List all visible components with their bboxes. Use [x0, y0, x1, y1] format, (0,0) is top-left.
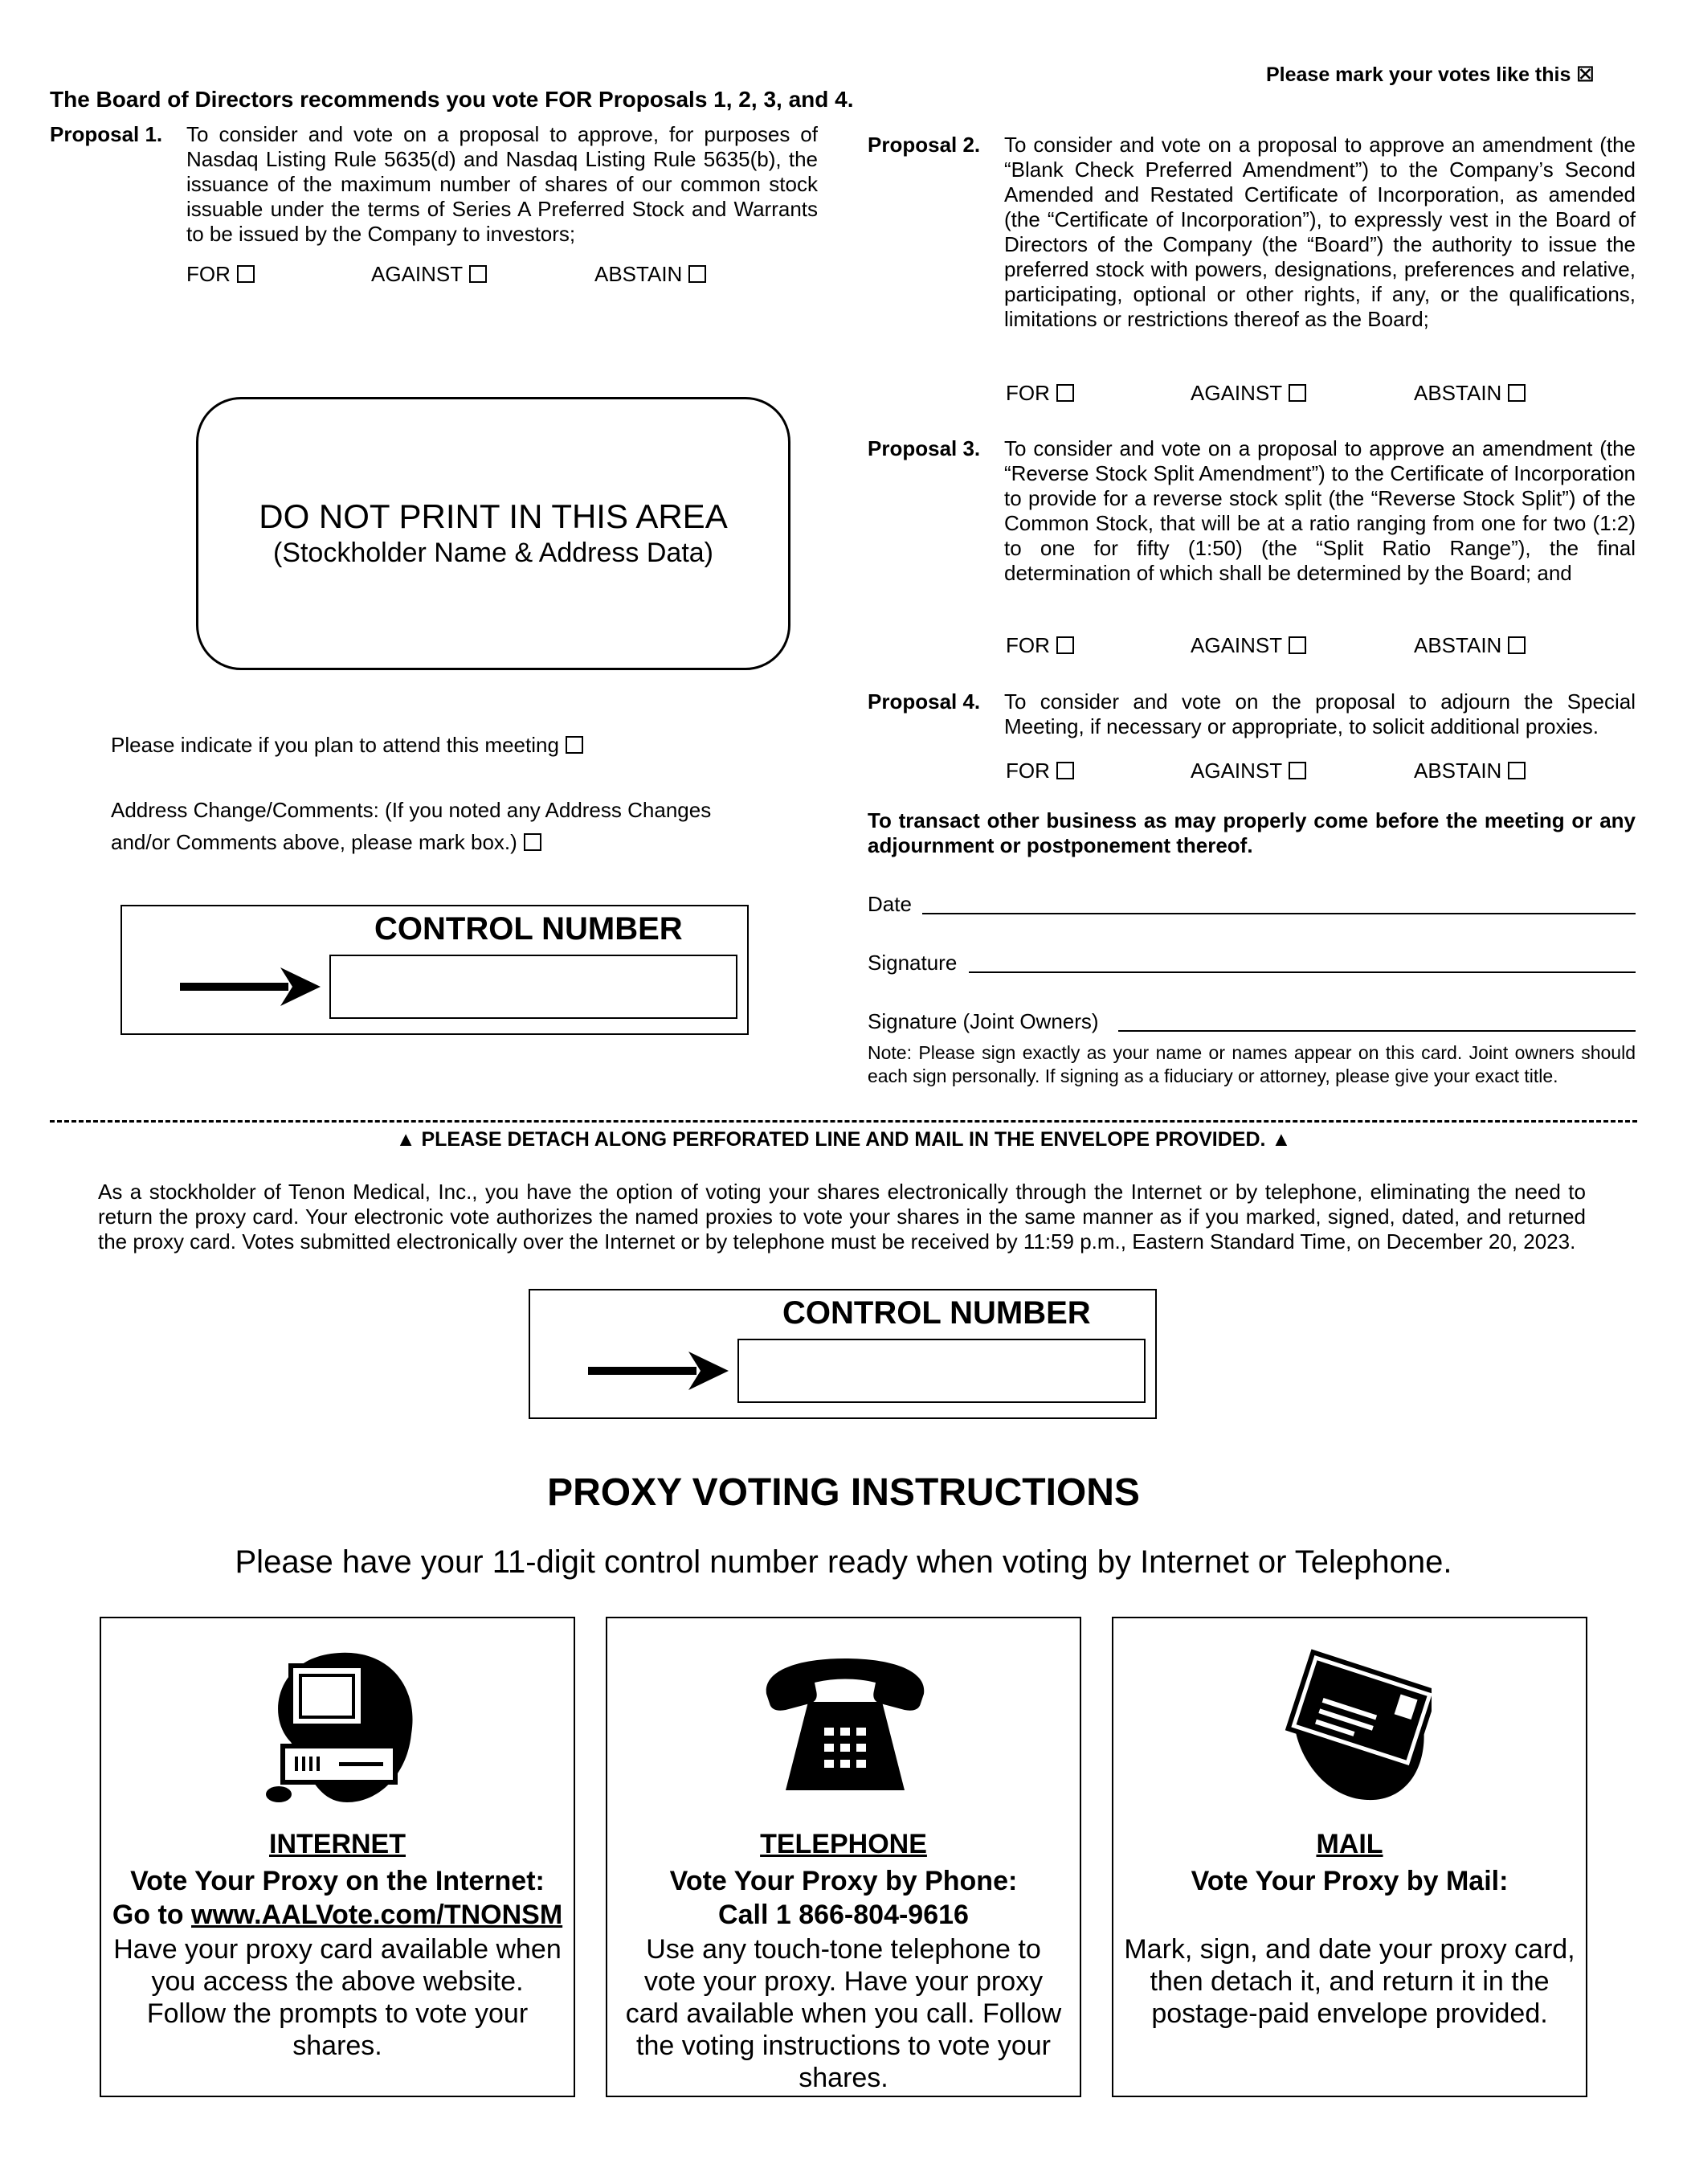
- address-change-label: Address Change/Comments: (If you noted any Address Changes and/or Comments above, please mark box.): [111, 798, 712, 854]
- telephone-description: Use any touch-tone telephone to vote your proxy. Have your proxy card available when you call. Follow the voting instructions to vote your shares.: [625, 1934, 1062, 2093]
- proposal-1-abstain-checkbox[interactable]: [688, 265, 706, 283]
- proposal-2-abstain-label: ABSTAIN: [1414, 381, 1502, 405]
- triangle-up-icon: ▲: [1271, 1128, 1292, 1151]
- attend-meeting-checkbox[interactable]: [566, 736, 583, 754]
- joint-signature-label: Signature (Joint Owners): [868, 1009, 1099, 1033]
- perforated-line: [50, 1120, 1637, 1123]
- computer-icon: [259, 1646, 419, 1806]
- internet-method-box: [100, 1617, 575, 2097]
- proposal-1-for-checkbox[interactable]: [237, 265, 255, 283]
- date-label: Date: [868, 892, 912, 916]
- proposal-2-abstain-checkbox[interactable]: [1508, 384, 1526, 402]
- internet-description: Have your proxy card available when you access the above website. Follow the prompts to vote your shares.: [113, 1934, 562, 2061]
- proposal-3-abstain-checkbox[interactable]: [1508, 636, 1526, 654]
- proposal-2-against-label: AGAINST: [1191, 381, 1283, 405]
- control-number-box-top: [120, 905, 749, 1035]
- detach-instruction: [0, 1128, 1687, 1151]
- attend-meeting-label: Please indicate if you plan to attend this meeting: [111, 733, 559, 757]
- detach-text: PLEASE DETACH ALONG PERFORATED LINE AND MAIL IN THE ENVELOPE PROVIDED.: [421, 1128, 1266, 1151]
- telephone-subtitle: [607, 1864, 1080, 1932]
- internet-sub1: Vote Your Proxy on the Internet:: [130, 1866, 545, 1896]
- do-not-print-subtitle: (Stockholder Name & Address Data): [272, 538, 714, 568]
- control-number-field-bottom: [737, 1339, 1146, 1403]
- internet-url-link[interactable]: www.AALVote.com/TNONSM: [191, 1900, 563, 1930]
- proposal-3-label: Proposal 3.: [868, 436, 981, 460]
- control-number-field-top: [329, 955, 737, 1019]
- telephone-number: Call 1 866-804-9616: [718, 1900, 969, 1930]
- attend-meeting: [111, 733, 583, 758]
- address-change-checkbox[interactable]: [524, 833, 541, 851]
- proposal-1-label: Proposal 1.: [50, 122, 163, 146]
- proposal-1-against-label: AGAINST: [371, 262, 464, 286]
- proposal-2-text: To consider and vote on a proposal to approve an amendment (the “Blank Check Preferred Amendment”) to the Company’s Second Amended and Restated Certificate of Incorporation, as amended (the “Certificate of Incorporation”), to expressly vest in the Board of Directors of the Company (the “Board”) the authority to issue the preferred stock with powers, designations, preferences and relative, participating, optional or other rights, if any, or the qualifications, limitations or restrictions thereof as the Board;: [1004, 133, 1636, 331]
- proposal-2-for-checkbox[interactable]: [1056, 384, 1074, 402]
- telephone-title: TELEPHONE: [760, 1829, 927, 1859]
- arrow-right-icon: [180, 964, 325, 1009]
- mail-sub1: Vote Your Proxy by Mail:: [1191, 1866, 1509, 1896]
- mail-title: MAIL: [1316, 1829, 1383, 1859]
- board-recommendation: The Board of Directors recommends you vote FOR Proposals 1, 2, 3, and 4.: [50, 87, 854, 112]
- proposal-2-for-label: FOR: [1006, 381, 1050, 405]
- mail-envelope-icon: [1271, 1646, 1432, 1806]
- internet-go-to: Go to: [112, 1900, 192, 1930]
- signature-line[interactable]: [969, 971, 1636, 973]
- proposal-4-label: Proposal 4.: [868, 689, 981, 714]
- control-number-label-top: CONTROL NUMBER: [374, 911, 683, 947]
- proposal-4-for-checkbox[interactable]: [1056, 762, 1074, 779]
- electronic-voting-notice: As a stockholder of Tenon Medical, Inc., you have the option of voting your shares electronically through the Internet or by telephone, eliminating the need to return the proxy card. Your electronic vote authorizes the named proxies to vote your shares in the same manner as if you marked, signed, dated, and returned the proxy card. Votes submitted electronically over the Internet or by telephone must be received by 11:59 p.m., Eastern Standard Time, on December 20, 2023.: [98, 1180, 1586, 1254]
- proposal-1-for-label: FOR: [186, 262, 231, 286]
- joint-signature-line[interactable]: [1118, 1030, 1636, 1032]
- proposal-3-for-label: FOR: [1006, 633, 1050, 657]
- mail-description: Mark, sign, and date your proxy card, then detach it, and return it in the postage-paid envelope provided.: [1124, 1934, 1575, 2029]
- control-number-label-bottom: CONTROL NUMBER: [782, 1295, 1091, 1331]
- address-data-area: [196, 397, 790, 670]
- proposal-3-against-label: AGAINST: [1191, 633, 1283, 657]
- telephone-icon: [760, 1654, 930, 1798]
- mail-subtitle: [1113, 1864, 1586, 1898]
- instructions-subtitle: Please have your 11-digit control number ready when voting by Internet or Telephone.: [235, 1544, 1452, 1580]
- address-change: [111, 794, 770, 858]
- proposal-3-text: To consider and vote on a proposal to approve an amendment (the “Reverse Stock Split Amendment”) to the Certificate of Incorporation to provide for a reverse stock split (the “Reverse Stock Split”) of the Common Stock, that will be at a ratio ranging from one for two (1:2) to one for fifty (1:50) (the “Split Ratio Range”), the final determination of which shall be determined by the Board; and: [1004, 436, 1636, 585]
- mark-votes-instruction: Please mark your votes like this ☒: [1266, 63, 1595, 86]
- internet-subtitle: [101, 1864, 574, 1932]
- proposal-4-against-label: AGAINST: [1191, 759, 1283, 783]
- proposal-4-text: To consider and vote on the proposal to adjourn the Special Meeting, if necessary or appropriate, to solicit additional proxies.: [1004, 689, 1636, 738]
- proposal-3-abstain-label: ABSTAIN: [1414, 633, 1502, 657]
- proposal-1-abstain-label: ABSTAIN: [594, 262, 683, 286]
- arrow-right-icon: [588, 1348, 733, 1393]
- triangle-up-icon: ▲: [395, 1128, 416, 1151]
- proposal-4-abstain-checkbox[interactable]: [1508, 762, 1526, 779]
- proposal-3-for-checkbox[interactable]: [1056, 636, 1074, 654]
- control-number-box-bottom: [529, 1289, 1157, 1419]
- signature-label: Signature: [868, 951, 958, 975]
- signature-note: Note: Please sign exactly as your name or names appear on this card. Joint owners should each sign personally. If signing as a fiduciary or attorney, please give your exact title.: [868, 1042, 1636, 1086]
- telephone-method-box: [606, 1617, 1081, 2097]
- do-not-print-title: DO NOT PRINT IN THIS AREA: [259, 497, 728, 535]
- proposal-1-text: To consider and vote on a proposal to approve, for purposes of Nasdaq Listing Rule 5635(d) and Nasdaq Listing Rule 5635(b), the issuance of the maximum number of shares of our common stock issuable under the terms of Series A Preferred Stock and Warrants to be issued by the Company to investors;: [186, 122, 818, 246]
- proposal-2-label: Proposal 2.: [868, 133, 981, 157]
- proposal-4-for-label: FOR: [1006, 759, 1050, 783]
- proposal-2-against-checkbox[interactable]: [1289, 384, 1306, 402]
- date-line[interactable]: [922, 913, 1636, 914]
- other-business: To transact other business as may properly come before the meeting or any adjournment or postponement thereof.: [868, 808, 1636, 857]
- internet-title: INTERNET: [269, 1829, 406, 1859]
- proposal-3-against-checkbox[interactable]: [1289, 636, 1306, 654]
- proposal-4-abstain-label: ABSTAIN: [1414, 759, 1502, 783]
- proposal-4-against-checkbox[interactable]: [1289, 762, 1306, 779]
- instructions-title: PROXY VOTING INSTRUCTIONS: [547, 1471, 1140, 1514]
- telephone-sub1: Vote Your Proxy by Phone:: [669, 1866, 1018, 1896]
- proposal-1-against-checkbox[interactable]: [469, 265, 487, 283]
- mail-method-box: [1112, 1617, 1587, 2097]
